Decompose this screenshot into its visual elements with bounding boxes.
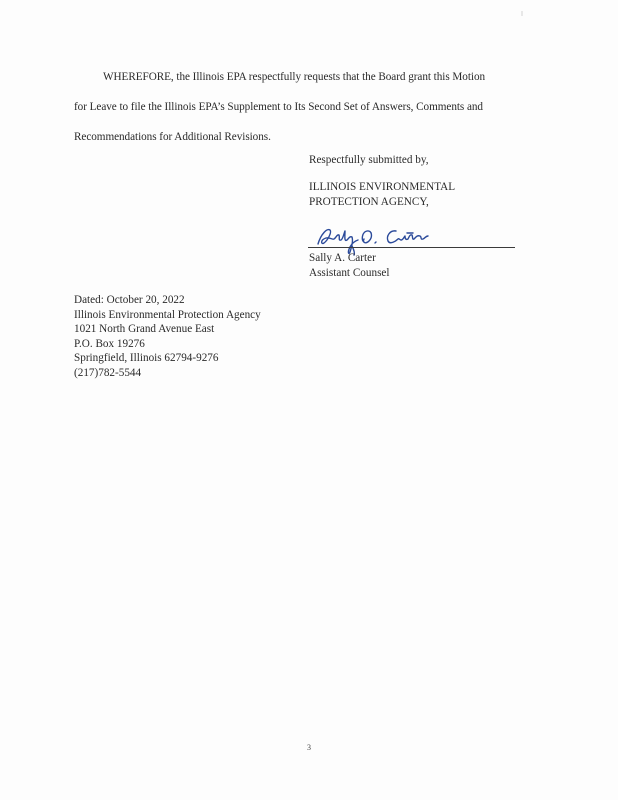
signer-title: Assistant Counsel — [309, 266, 390, 279]
organization-line: Illinois Environmental Protection Agency — [74, 308, 261, 321]
submitted-by: Respectfully submitted by, — [309, 154, 429, 166]
page-number: 3 — [307, 743, 311, 752]
motion-paragraph — [74, 62, 544, 152]
signer-name: Sally A. Carter — [309, 252, 376, 264]
contact-block — [74, 293, 261, 381]
agency-name-line-1: ILLINOIS ENVIRONMENTAL — [309, 181, 456, 193]
signer-block — [309, 251, 390, 280]
po-box-line: P.O. Box 19276 — [74, 337, 145, 350]
date-line: Dated: October 20, 2022 — [74, 294, 185, 306]
paragraph-line: Recommendations for Additional Revisions. — [74, 131, 271, 143]
city-line: Springfield, Illinois 62794-9276 — [74, 352, 219, 365]
agency-name — [309, 180, 455, 209]
signature-area — [308, 222, 518, 252]
phone-line: (217)782-5544 — [74, 366, 142, 379]
paragraph-line: for Leave to file the Illinois EPA’s Supplement to Its Second Set of Answers, Comments and — [74, 101, 483, 113]
paragraph-line: WHEREFORE, the Illinois EPA respectfully requests that the Board grant this Motion — [103, 71, 486, 83]
street-line: 1021 North Grand Avenue East — [74, 323, 215, 336]
scan-speck — [521, 11, 523, 16]
signature-line — [308, 247, 515, 248]
agency-name-line-2: PROTECTION AGENCY, — [309, 195, 429, 208]
